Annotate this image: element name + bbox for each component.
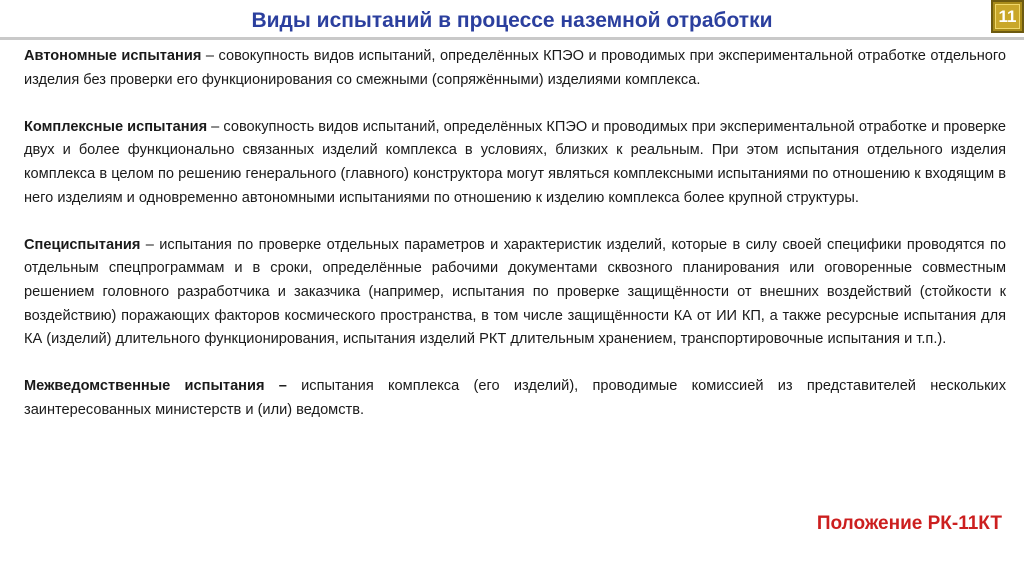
definitions-body (24, 45, 1006, 446)
definition-text: – совокупность видов испытаний, определённых КПЭО и проводимых при экспериментальной отработке и проверке двух и более функционально связанных изделий комплекса в условиях, близких к реальным. При этом испытания отдельного изделия комплекса в целом по решению генерального (главного) конструктора могут являться комплексными испытаниями по отношению к входящим в него изделиям и одновременно автономными испытаниями по отношению к изделию комплекса более крупной структуры. (24, 118, 1007, 206)
definition-term: Автономные испытания (24, 48, 202, 64)
title-divider (0, 37, 1024, 40)
regulation-reference: Положение РК-11КТ (816, 513, 1002, 534)
definition-paragraph-complex (24, 116, 1006, 210)
definition-term: Межведомственные испытания – (24, 378, 287, 395)
slide-title: Виды испытаний в процессе наземной отработки (251, 9, 773, 32)
definition-text: – совокупность видов испытаний, определённых КПЭО и проводимых при экспериментальной отработке отдельного изделия без проверки его функционирования со смежными (сопряжёнными) изделиями комплекса. (24, 48, 1006, 88)
definition-text: испытания комплекса (его изделий), проводимые комиссией из представителей нескольких заинтересованных министерств и (или) ведомств. (24, 378, 1006, 418)
definition-paragraph-special (24, 234, 1006, 352)
definition-text: – испытания по проверке отдельных параметров и характеристик изделий, которые в силу своей специфики проводятся по отдельным спецпрограммам и в сроки, определённые рабочими документами сквозного планирования или оговоренные совместным решением головного разработчика и заказчика (например, испытания по проверке защищённости от внешних воздействий (стойкости к воздействию) поражающих факторов космического пространства, в том числе защищённости КА от ИИ КП, а также ресурсные испытания для КА (изделий) длительного функционирования, испытания изделий РКТ длительным хранением, транспортировочные испытания и т.п.). (24, 236, 1006, 348)
definition-term: Комплексные испытания (24, 118, 208, 135)
definition-paragraph-autonomous (24, 45, 1006, 92)
definition-term: Специспытания (24, 236, 141, 253)
page-number-badge (991, 0, 1024, 33)
page-number: 11 (995, 4, 1020, 29)
definition-paragraph-interdepartmental (24, 375, 1006, 422)
